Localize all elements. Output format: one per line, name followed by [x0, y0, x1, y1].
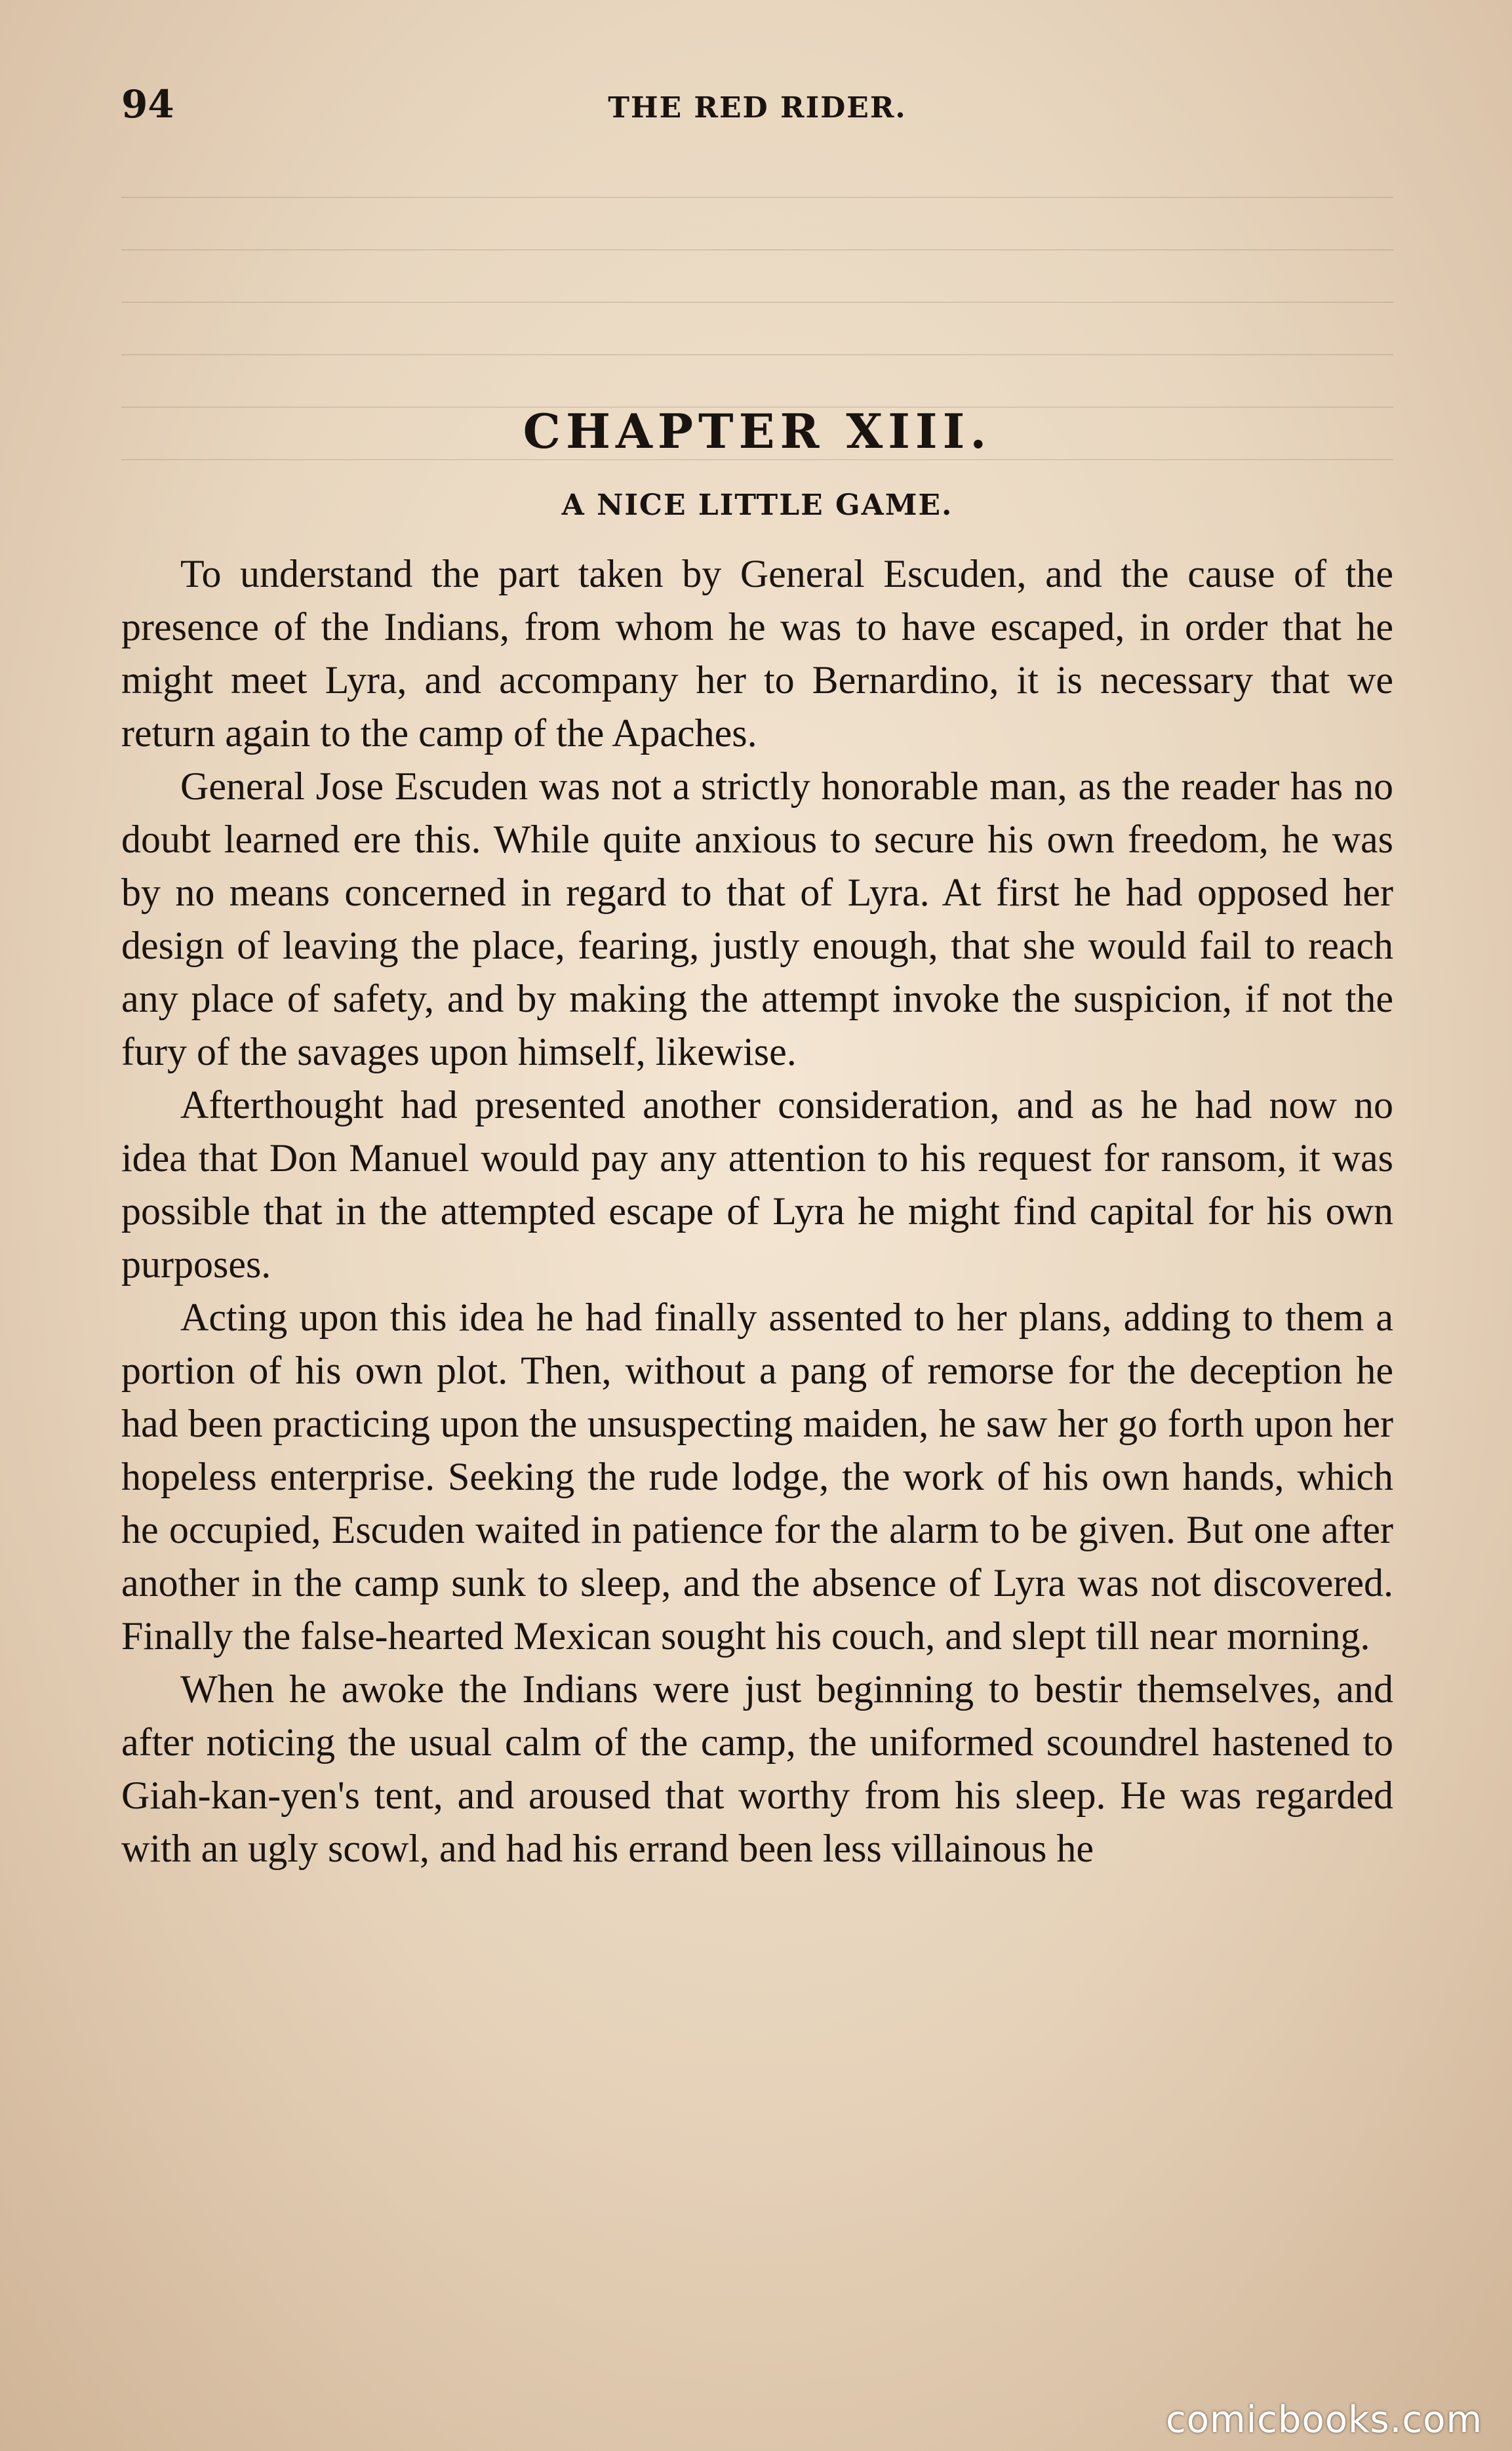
page-number: 94: [121, 82, 174, 127]
paragraph: To understand the part taken by General Escuden, and the cause of the presence of the Indians, from whom he was to have escaped, in order that he might meet Lyra, and accompany her to Bernardino, it is necessary that we return again to the camp of the Apaches.: [121, 552, 1393, 755]
chapter-subtitle: A NICE LITTLE GAME.: [561, 488, 953, 522]
running-head: [121, 82, 1393, 134]
paragraph: When he awoke the Indians were just beginning to bestir themselves, and after noticing the usual calm of the camp, the uniformed scoundrel hastened to Giah-kan-yen's tent, and aroused that worthy from his sleep. He was regarded with an ugly scowl, and had his errand been less villainous he: [121, 1667, 1393, 1870]
paragraph: Acting upon this idea he had finally assented to her plans, adding to them a portion of his own plot. Then, without a pang of remorse for the deception he had been practicing upon the unsuspecting maiden, he saw her go forth upon her hopeless enterprise. Seeking the rude lodge, the work of his own hands, which he occupied, Escuden waited in patience for the alarm to be given. But one after another in the camp sunk to sleep, and the absence of Lyra was not discovered. Finally the false-hearted Mexican sought his couch, and slept till near morning.: [121, 1296, 1393, 1658]
book-title: THE RED RIDER.: [608, 91, 907, 125]
paragraph: General Jose Escuden was not a strictly honorable man, as the reader has no doubt learned ere this. While quite anxious to secure his own freedom, he was by no means concerned in regard to that of Lyra. At first he had opposed her design of leaving the place, fearing, justly enough, that she would fail to reach any place of safety, and by making the attempt invoke the suspicion, if not the fury of the savages upon himself, likewise.: [121, 765, 1393, 1073]
body-text: [121, 548, 1393, 1875]
watermark: comicbooks.com: [1165, 2399, 1482, 2441]
chapter-heading: CHAPTER XIII.: [523, 403, 992, 459]
paragraph: Afterthought had presented another consideration, and as he had now no idea that Don Manuel would pay any attention to his request for ransom, it was possible that in the attempted escape of Lyra he might find capital for his own purposes.: [121, 1083, 1393, 1286]
